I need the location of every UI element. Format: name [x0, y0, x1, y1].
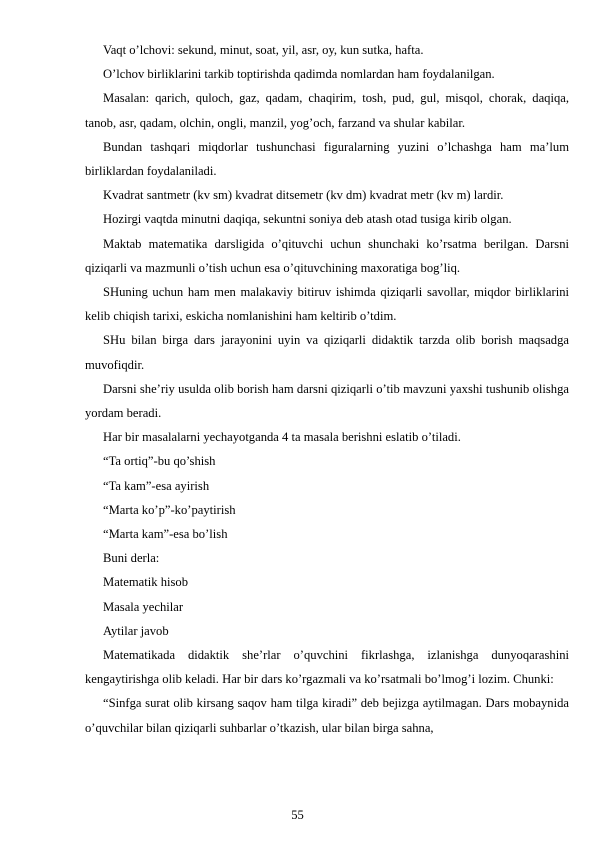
paragraph-four-operations: Har bir masalalarni yechayotganda 4 ta masala berishni eslatib o’tiladi.: [103, 430, 461, 445]
paragraph-proverb: “Sinfga surat olib kirsang saqov ham tilga kiradi” deb bejizga aytilmagan. Dars mobaynida o’quvchilar bilan qiziqarli suhbarlar o’tkazish, ular bilan birga sahna,: [85, 696, 569, 735]
poem-line-3: Aytilar javob: [103, 623, 169, 638]
poem-line-1: Matematik hisob: [103, 575, 188, 590]
list-item-division: “Marta kam”-esa bo’lish: [103, 527, 228, 542]
list-item-addition: “Ta ortiq”-bu qo’shish: [103, 454, 216, 469]
page-number: 55: [291, 808, 304, 822]
paragraph-examples: Masalan: qarich, quloch, gaz, qadam, chaqirim, tosh, pud, gul, misqol, chorak, daqiqa, tanob, asr, qadam, olchin, ongli, manzil, yog’och, farzand va shular kabilar.: [85, 91, 569, 130]
paragraph-minute-second: Hozirgi vaqtda minutni daqiqa, sekuntni soniya deb atash otad tusiga kirib olgan.: [103, 212, 512, 227]
paragraph-square-units: Kvadrat santmetr (kv sm) kvadrat ditsemetr (kv dm) kvadrat metr (kv m) lardir.: [103, 188, 504, 203]
list-item-subtraction: “Ta kam”-esa ayirish: [103, 478, 210, 493]
paragraph-textbook: Maktab matematika darsligida o’qituvchi uchun shunchaki ko’rsatma berilgan. Darsni qiziqarli va mazmunli o’tish uchun esa o’qituvchining maxoratiga bog’liq.: [85, 236, 569, 275]
poem-line-2: Masala yechilar: [103, 599, 184, 614]
paragraph-area-units: Bundan tashqari miqdorlar tushunchasi figuralarning yuzini o’lchashga ham ma’lum birliklardan foydalaniladi.: [85, 139, 569, 179]
paragraph-poetic: Darsni she’riy usulda olib borish ham darsni qiziqarli o’tib mavzuni yaxshi tushunib olishga yordam beradi.: [85, 381, 569, 421]
paragraph-didactic-poems: Matematikada didaktik she’rlar o’quvchini fikrlashga, izlanishga dunyoqarashini kengaytirishga olib keladi. Har bir dars ko’rgazmali va ko’rsatmali bo’lmog’i lozim. Chunki:: [85, 648, 569, 687]
paragraph-time-units: Vaqt o’lchovi: sekund, minut, soat, yil, asr, oy, kun sutka, hafta.: [103, 43, 424, 57]
paragraph-thesis: SHuning uchun ham men malakaviy bitiruv ishimda qiziqarli savollar, miqdor birliklarini kelib chiqish tarixi, eskicha nomlanishini ham keltirib o’tdim.: [85, 285, 569, 324]
body-text: [85, 38, 569, 740]
paragraph-old-names: O’lchov birliklarini tarkib toptirishda qadimda nomlardan ham foydalanilgan.: [103, 67, 495, 82]
poem-intro: Buni derla:: [103, 551, 160, 566]
list-item-multiplication: “Marta ko’p”-ko’paytirish: [103, 502, 236, 517]
paragraph-didactic: SHu bilan birga dars jarayonini uyin va qiziqarli didaktik tarzda olib borish maqsadga muvofiqdir.: [85, 333, 569, 372]
